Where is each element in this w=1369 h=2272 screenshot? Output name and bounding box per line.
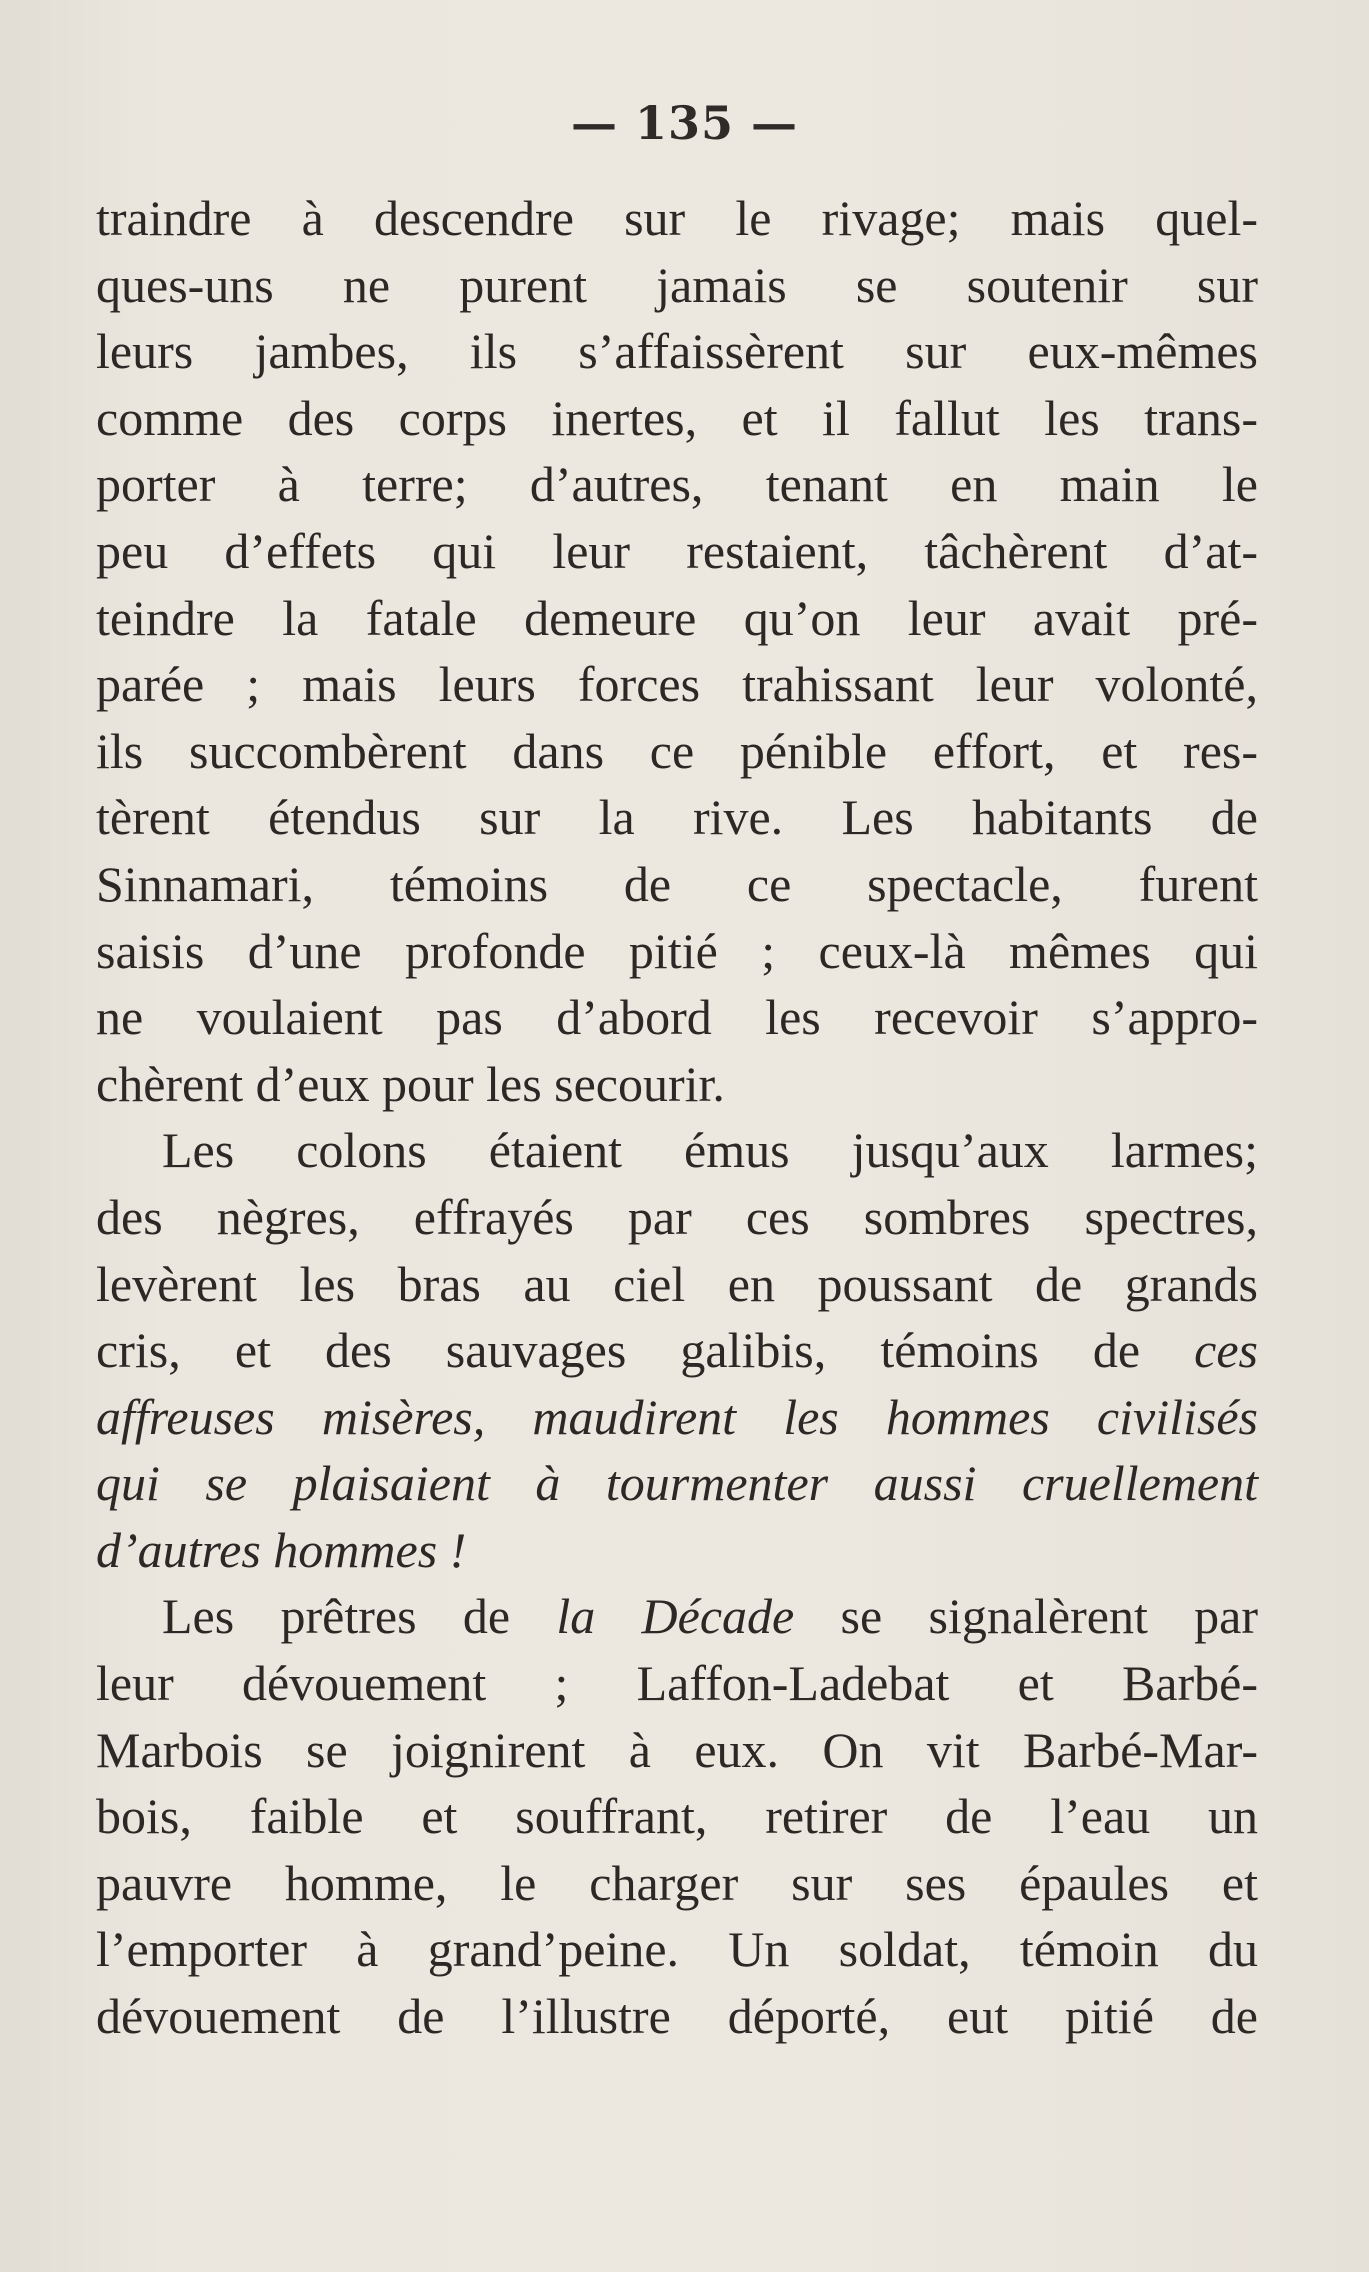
text-line: traindre à descendre sur le rivage; mais quel- bbox=[96, 190, 1258, 246]
text-line: parée ; mais leurs forces trahissant leur volonté, bbox=[96, 656, 1258, 713]
text-line bbox=[96, 1583, 1258, 1650]
text-line: ne voulaient pas d’abord les recevoir s’appro- bbox=[96, 989, 1258, 1046]
text-line: porter à terre; d’autres, tenant en main le bbox=[96, 456, 1258, 513]
text-line: bois, faible et souffrant, retirer de l’eau un bbox=[96, 1788, 1258, 1845]
text-line-italic: affreuses misères, maudirent les hommes civilisés bbox=[96, 1388, 1258, 1445]
text-line: leurs jambes, ils s’affaissèrent sur eux-mêmes bbox=[96, 323, 1258, 380]
text-line: dévouement de l’illustre déporté, eut pitié de bbox=[96, 1988, 1258, 2045]
page-number: — 135 — bbox=[570, 96, 799, 150]
italic-run: ces bbox=[1194, 1322, 1258, 1379]
text-line: ques-uns ne purent jamais se soutenir sur bbox=[96, 256, 1258, 313]
body-text bbox=[96, 185, 1258, 2050]
italic-run: la Décade bbox=[556, 1588, 795, 1645]
text-line: leur dévouement ; Laffon-Ladebat et Barbé- bbox=[96, 1655, 1258, 1712]
text-line: des nègres, effrayés par ces sombres spectres, bbox=[96, 1188, 1258, 1245]
text-line: levèrent les bras au ciel en poussant de grands bbox=[96, 1255, 1258, 1312]
text-run: cris, et des sauvages galibis, témoins de bbox=[96, 1322, 1195, 1379]
text-line: Les colons étaient émus jusqu’aux larmes; bbox=[162, 1122, 1258, 1179]
text-run: Les prêtres de bbox=[162, 1588, 557, 1645]
text-line: peu d’effets qui leur restaient, tâchèrent d’at- bbox=[96, 522, 1258, 579]
text-line: saisis d’une profonde pitié ; ceux-là mêmes qui bbox=[96, 922, 1258, 979]
text-line-italic: qui se plaisaient à tourmenter aussi cruellement bbox=[96, 1455, 1258, 1512]
text-line: Marbois se joignirent à eux. On vit Barbé-Mar- bbox=[96, 1721, 1258, 1778]
text-line: chèrent d’eux pour les secourir. bbox=[96, 1055, 725, 1112]
text-run: se signalèrent par bbox=[794, 1588, 1259, 1645]
text-line: comme des corps inertes, et il fallut les trans- bbox=[96, 389, 1258, 446]
text-line: l’emporter à grand’peine. Un soldat, témoin du bbox=[96, 1921, 1258, 1978]
text-line: Sinnamari, témoins de ce spectacle, furent bbox=[96, 855, 1258, 912]
text-line: teindre la fatale demeure qu’on leur avait pré- bbox=[96, 589, 1258, 646]
text-line-italic: d’autres hommes ! bbox=[96, 1521, 467, 1578]
text-line bbox=[96, 1317, 1258, 1384]
text-line: pauvre homme, le charger sur ses épaules et bbox=[96, 1854, 1258, 1911]
text-line: ils succombèrent dans ce pénible effort, et res- bbox=[96, 722, 1258, 779]
text-line: tèrent étendus sur la rive. Les habitants de bbox=[96, 789, 1258, 846]
